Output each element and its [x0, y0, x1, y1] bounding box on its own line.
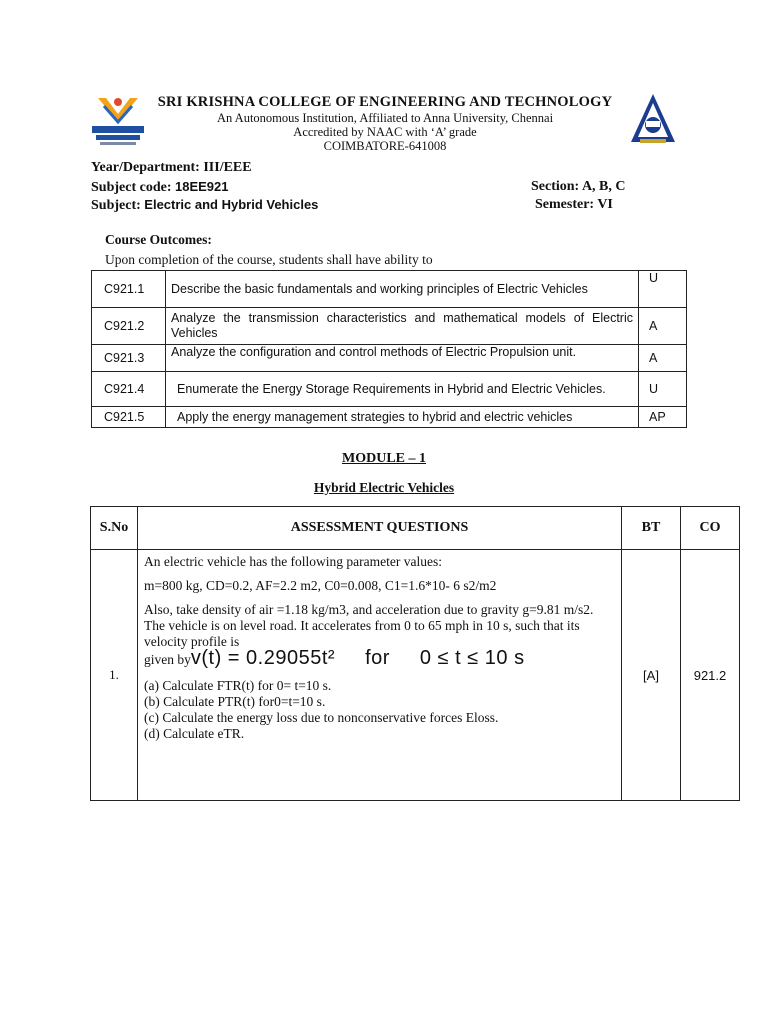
bloom-taxonomy-level: [A] [622, 550, 681, 801]
part-c: (c) Calculate the energy loss due to nonconservative forces Eloss. [144, 710, 499, 725]
subject-label: Subject: [91, 198, 145, 213]
part-b: (b) Calculate PTR(t) for0=t=10 s. [144, 694, 326, 709]
module-title: MODULE – 1 [342, 451, 426, 466]
assessment-header-row [91, 507, 740, 550]
assessment-table [90, 506, 740, 801]
subject-line [91, 197, 318, 214]
co-code: C921.1 [92, 271, 166, 308]
question-number: 1. [91, 550, 138, 801]
co-description: Enumerate the Energy Storage Requirements in Hybrid and Electric Vehicles. [166, 372, 639, 407]
header-sno: S.No [91, 507, 138, 550]
co-description: Analyze the configuration and control methods of Electric Propulsion unit. [166, 345, 639, 372]
question-scenario: The vehicle is on level road. It accelerates from 0 to 65 mph in 10 s, such that its velocity profile is [144, 618, 580, 649]
velocity-equation [191, 647, 525, 669]
institution-logo-left [90, 92, 146, 150]
course-outcome-ref: 921.2 [681, 550, 740, 801]
subject-code-label: Subject code: [91, 180, 175, 195]
college-name: SRI KRISHNA COLLEGE OF ENGINEERING AND TECHNOLOGY [157, 94, 613, 110]
co-code: C921.4 [92, 372, 166, 407]
course-outcomes-heading: Course Outcomes: [105, 232, 212, 247]
co-description: Describe the basic fundamentals and working principles of Electric Vehicles [166, 271, 639, 308]
co-row [92, 345, 687, 372]
section-info: Section: A, B, C [531, 179, 626, 194]
equation-expression: v(t) = 0.29055t² [190, 647, 336, 669]
header-bt: BT [622, 507, 681, 550]
co-level: U [639, 372, 687, 407]
co-description: Analyze the transmission characteristics and mathematical models of Electric Vehicles [166, 308, 639, 345]
co-level: A [639, 345, 687, 372]
institution-seal-right [630, 93, 676, 145]
co-level: A [639, 308, 687, 345]
course-outcomes-intro: Upon completion of the course, students shall have ability to [105, 252, 433, 267]
question-intro: An electric vehicle has the following parameter values: [144, 554, 443, 569]
equation-for: for [365, 647, 390, 669]
college-affiliation: An Autonomous Institution, Affiliated to Anna University, Chennai [216, 111, 554, 125]
co-row [92, 372, 687, 407]
module-subtitle: Hybrid Electric Vehicles [313, 480, 455, 495]
subject-code-value: 18EE921 [175, 179, 229, 194]
question-parameters: m=800 kg, CD=0.2, AF=2.2 m2, C0=0.008, C1=1.6*10- 6 s2/m2 [144, 578, 497, 593]
co-row [92, 407, 687, 428]
co-row [92, 271, 687, 308]
equation-range: 0 ≤ t ≤ 10 s [419, 647, 525, 669]
header-questions: ASSESSMENT QUESTIONS [138, 507, 622, 550]
college-accreditation: Accredited by NAAC with ‘A’ grade [293, 125, 477, 139]
course-outcomes-table [91, 270, 687, 428]
question-row [91, 550, 740, 801]
subject-name: Electric and Hybrid Vehicles [144, 197, 319, 212]
college-location: COIMBATORE-641008 [323, 139, 447, 153]
co-code: C921.2 [92, 308, 166, 345]
question-constants: Also, take density of air =1.18 kg/m3, and acceleration due to gravity g=9.81 m/s2. [144, 602, 594, 617]
year-department: Year/Department: III/EEE [91, 160, 252, 175]
given-by-label: given by [144, 652, 191, 667]
part-d: (d) Calculate eTR. [144, 726, 245, 741]
semester-info: Semester: VI [535, 197, 613, 212]
co-level: AP [639, 407, 687, 428]
co-code: C921.5 [92, 407, 166, 428]
co-row [92, 308, 687, 345]
header-co: CO [681, 507, 740, 550]
velocity-profile [144, 647, 615, 669]
question-text [138, 550, 622, 801]
co-code: C921.3 [92, 345, 166, 372]
part-a: (a) Calculate FTR(t) for 0= t=10 s. [144, 678, 332, 693]
subject-code-line [91, 179, 229, 196]
co-description: Apply the energy management strategies to hybrid and electric vehicles [166, 407, 639, 428]
co-level: U [639, 271, 687, 308]
